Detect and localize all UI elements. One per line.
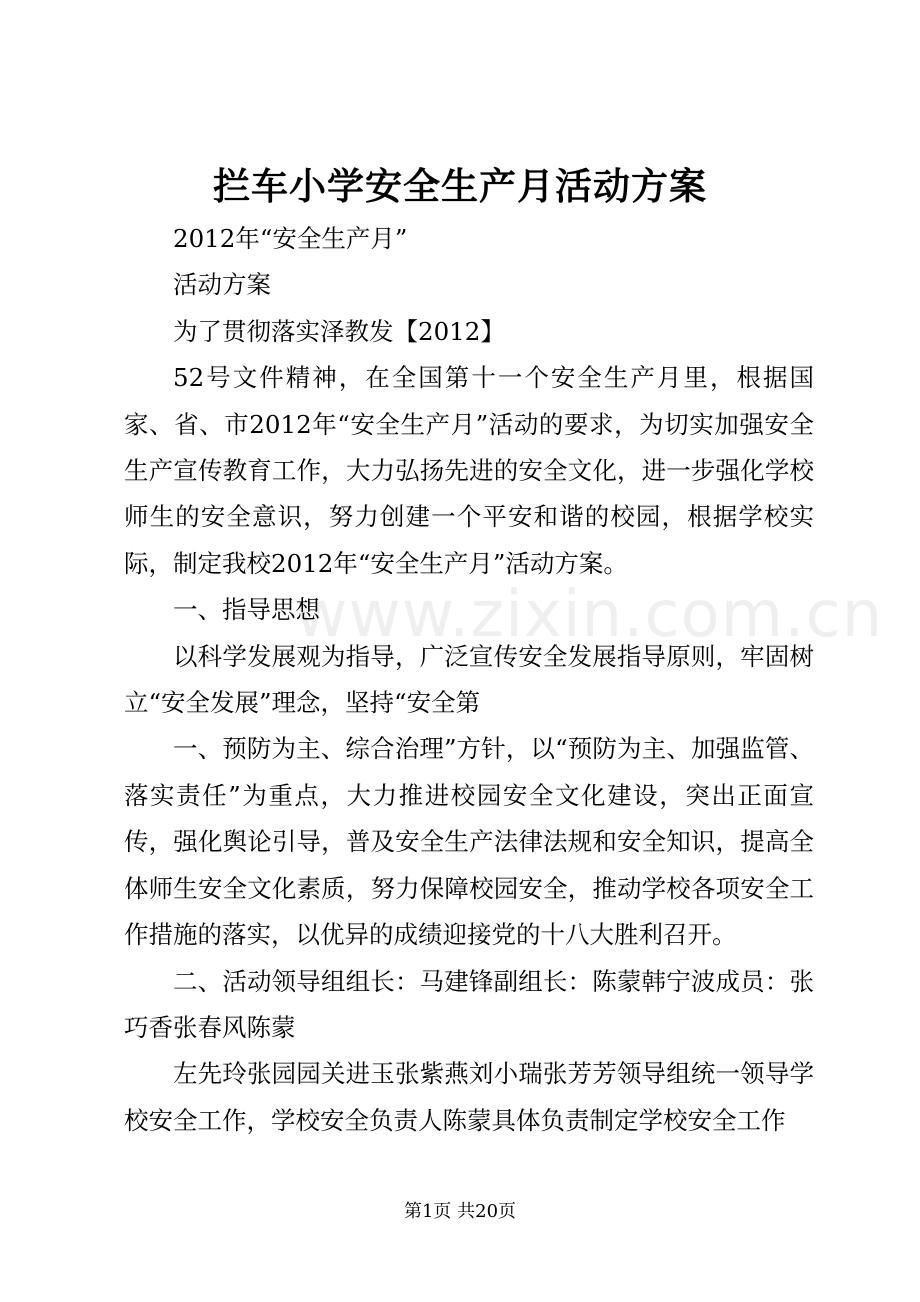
paragraph-members: 左先玲张园园关进玉张紫燕刘小瑞张芳芳领导组统一领导学校安全工作，学校安全负责人陈蒙具体负责制定学校安全工作 <box>124 1059 814 1135</box>
paragraph-purpose: 52号文件精神，在全国第十一个安全生产月里，根据国家、省、市2012年“安全生产月”活动的要求，为切实加强安全生产宣传教育工作，大力弘扬先进的安全文化，进一步强化学校师生的安全意识，努力创建一个平安和谐的校园，根据学校实际，制定我校2012年“安全生产月”活动方案。 <box>124 363 814 578</box>
paragraph-intro: 为了贯彻落实泽教发【2012】 <box>173 316 505 346</box>
paragraph-leadership-group: 二、活动领导组组长：马建锋副组长：陈蒙韩宁波成员：张巧香张春风陈蒙 <box>124 966 814 1042</box>
paragraph-plan-heading: 活动方案 <box>173 270 271 300</box>
document-title: 拦车小学安全生产月活动方案 <box>213 164 707 208</box>
watermark: www.zixin.com.cn <box>295 578 884 652</box>
section-heading-guiding-ideology: 一、指导思想 <box>173 595 320 625</box>
paragraph-guiding-ideology: 以科学发展观为指导，广泛宣传安全发展指导原则，牢固树立“安全发展”理念，坚持“安全第 <box>124 641 814 718</box>
document-body <box>124 216 884 1144</box>
paragraph-policy: 一、预防为主、综合治理”方针，以“预防为主、加强监管、落实责任”为重点，大力推进校园安全文化建设，突出正面宣传，强化舆论引导，普及安全生产法律法规和安全知识，提高全体师生安全文化素质，努力保障校园安全，推动学校各项安全工作措施的落实，以优异的成绩迎接党的十八大胜利召开。 <box>124 734 814 950</box>
paragraph-year-heading: 2012年“安全生产月” <box>173 224 408 253</box>
page-footer: 第1页 共20页 <box>403 1201 517 1222</box>
